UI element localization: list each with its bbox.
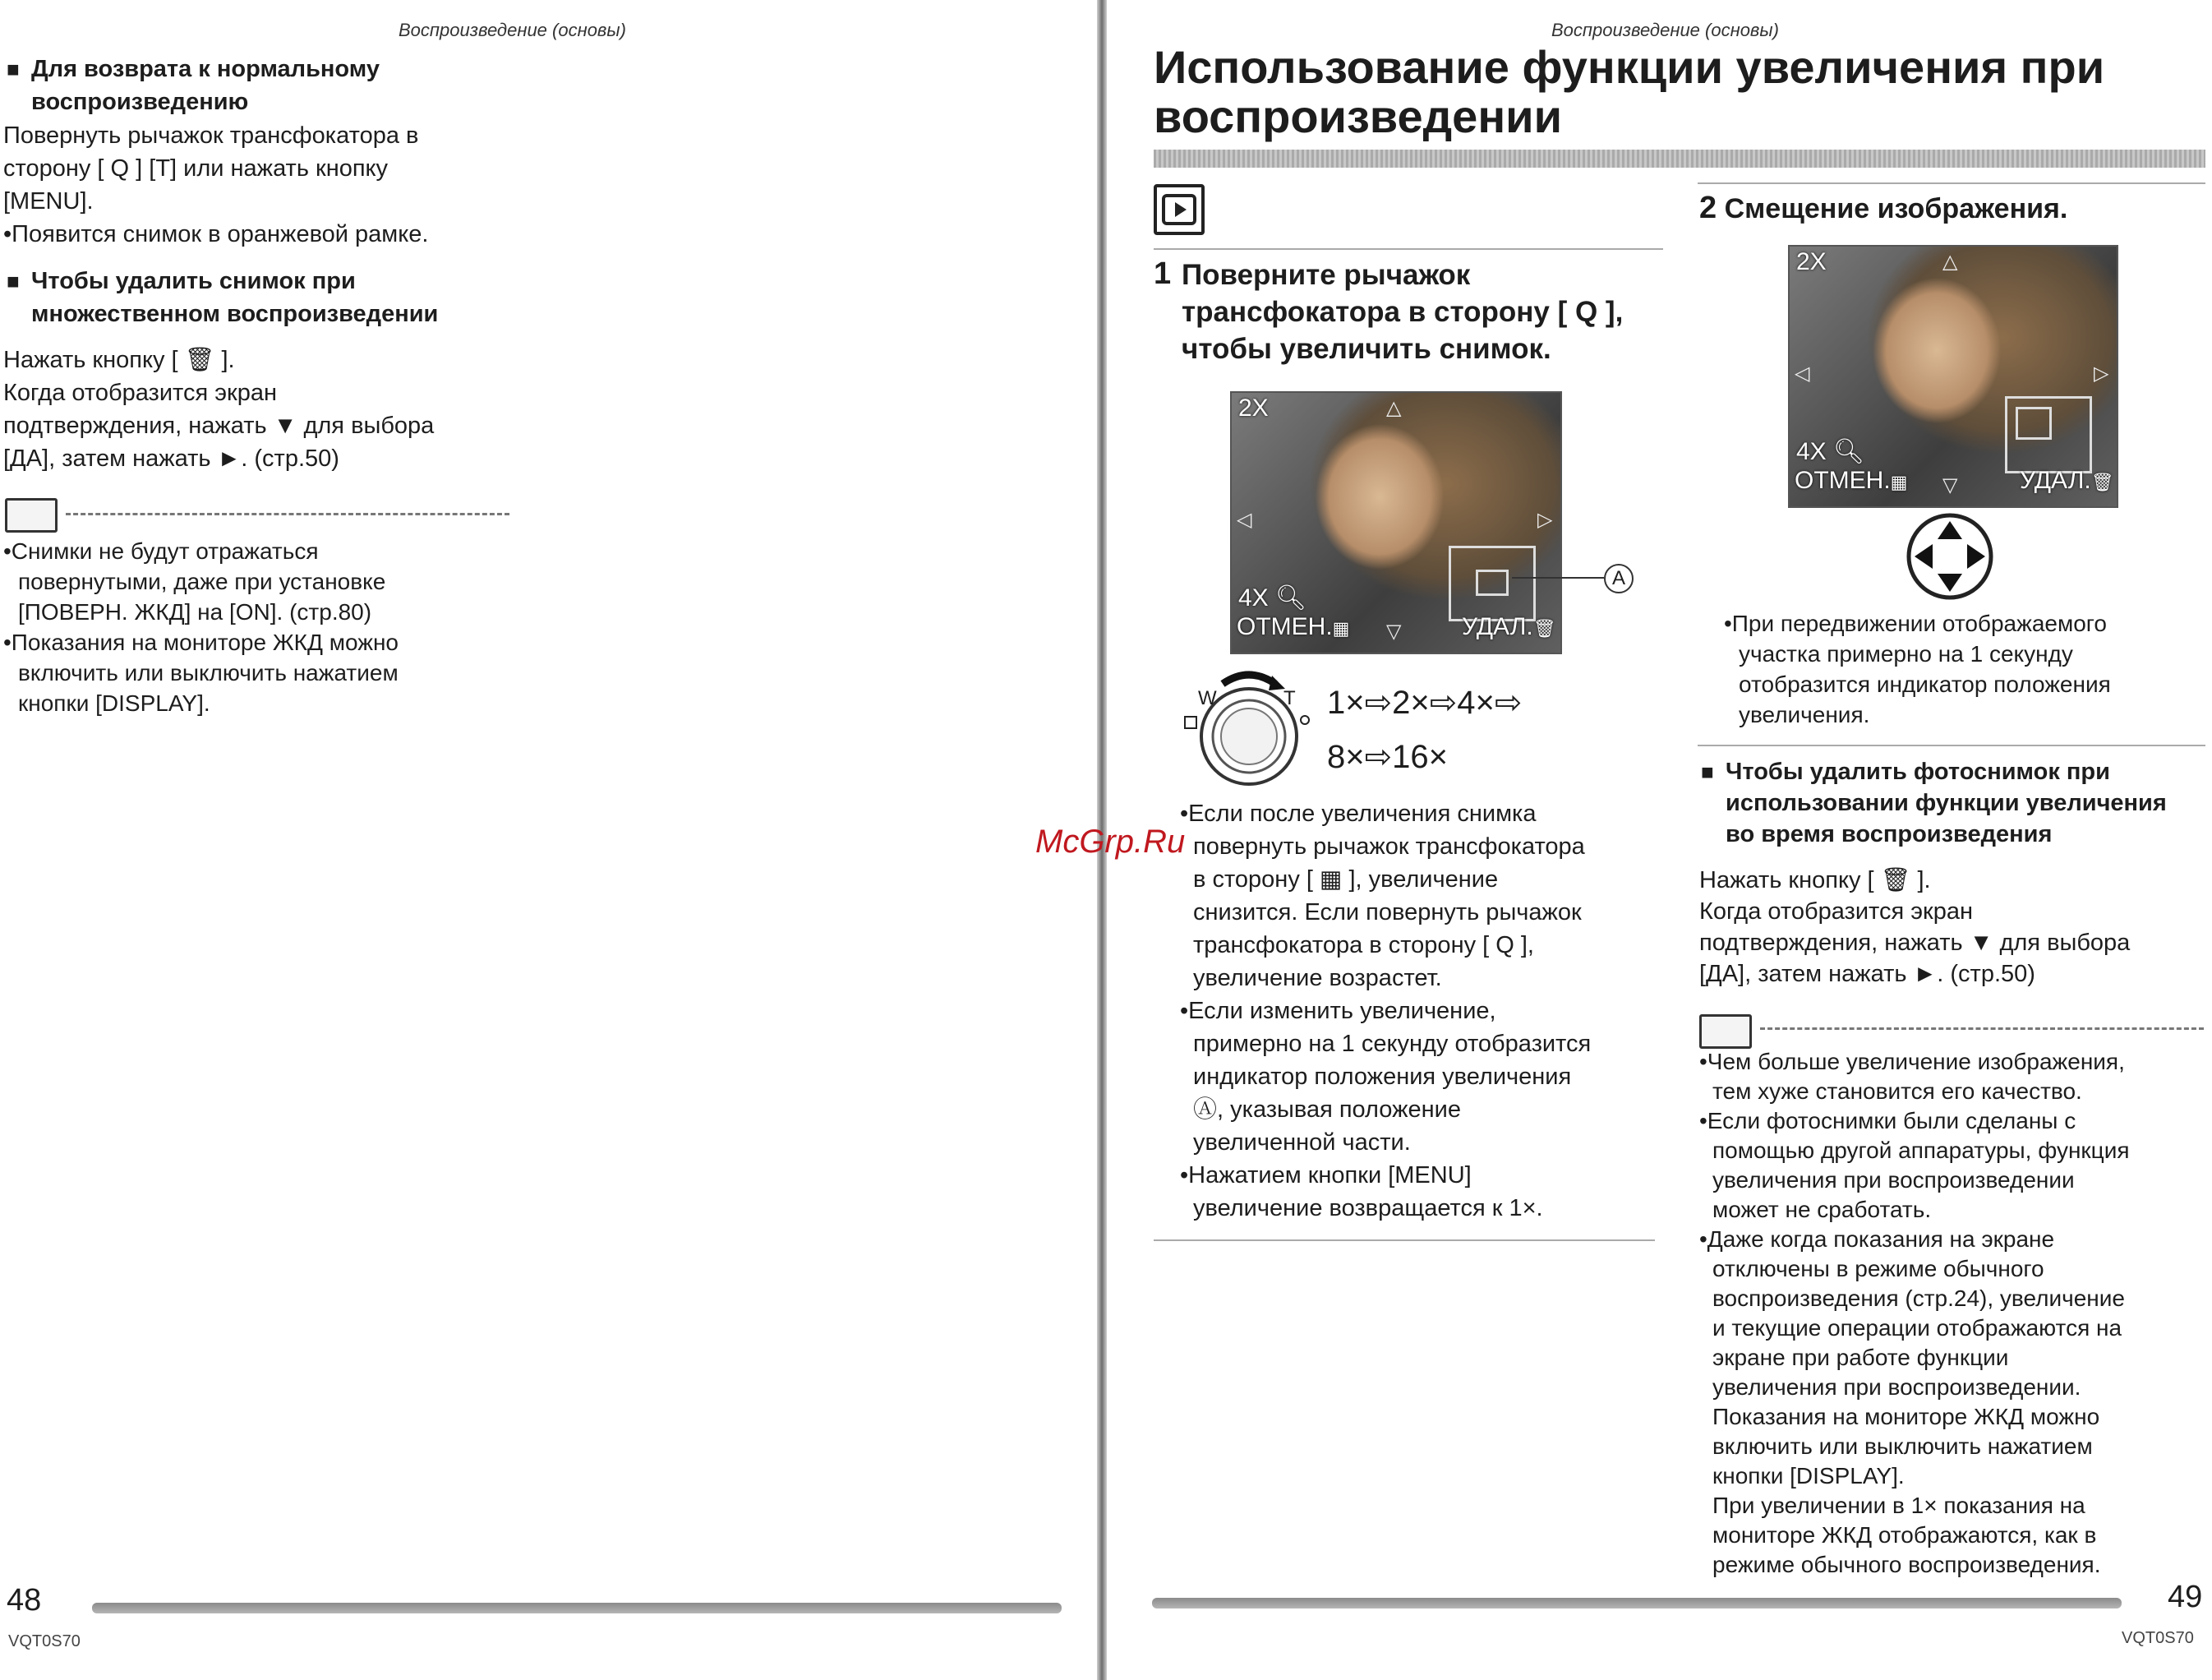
note-line: При увеличении в 1× показания на xyxy=(1712,1493,2085,1518)
title-underline xyxy=(1154,150,2205,168)
zoom-level-top: 2X xyxy=(1238,395,1269,422)
lever-t-label: T xyxy=(1283,687,1296,709)
step2-bullet xyxy=(1724,608,2111,730)
playback-mode-icon xyxy=(1154,184,1205,235)
thumbnail-icon: ▦ xyxy=(1890,472,1908,492)
text-line: подтверждения, нажать ▼ для выбора xyxy=(3,413,435,439)
lever-w-label: W xyxy=(1198,687,1217,709)
step1-text xyxy=(1182,256,1623,367)
memo-icon xyxy=(1699,1014,1752,1049)
note-line: помощью другой аппаратуры, функция xyxy=(1712,1138,2130,1163)
bullet-line: •Нажатием кнопки [MENU] xyxy=(1180,1162,1472,1188)
text-line: [ДА], затем нажать ►. (стр.50) xyxy=(1699,961,2035,987)
notes-right xyxy=(1699,1047,2130,1580)
arrow-down-indicator: ▽ xyxy=(1386,621,1402,643)
arrow-up-indicator: △ xyxy=(1942,251,1958,273)
four-way-controller-icon xyxy=(1905,511,1995,602)
note-line: включить или выключить нажатием xyxy=(1712,1433,2093,1459)
text-line: Нажать кнопку [ 🗑 ]. xyxy=(1699,867,1931,893)
note-line: •Если фотоснимки были сделаны с xyxy=(1699,1108,2076,1133)
notes-left xyxy=(3,536,399,718)
zoom-level-top: 2X xyxy=(1796,248,1827,275)
section-title-delete xyxy=(31,265,438,330)
zoom-sequence-line: 8×⇨16× xyxy=(1327,739,1448,775)
step2-number: 2 xyxy=(1699,191,1717,225)
section-title-zoom-delete xyxy=(1726,756,2167,850)
title-line: воспроизведению xyxy=(31,89,249,115)
trash-icon: 🗑 xyxy=(1532,618,1556,639)
lcd-screen-shift xyxy=(1788,245,2118,508)
zoom-position-indicator xyxy=(1449,546,1536,621)
zoom-lever-diagram xyxy=(1183,666,1315,789)
magnifier-icon: 🔍︎ xyxy=(1275,584,1307,612)
note-line: может не сработать. xyxy=(1712,1197,1932,1222)
note-line: тем хуже становится его качество. xyxy=(1712,1078,2082,1104)
title-line: ■ Чтобы удалить снимок при xyxy=(31,268,356,294)
running-head-left: Воспроизведение (основы) xyxy=(399,20,626,40)
bullet-line: индикатор положения увеличения xyxy=(1193,1064,1572,1090)
title-line: во время воспроизведения xyxy=(1726,821,2053,847)
step1-number: 1 xyxy=(1154,256,1172,291)
watermark: McGrp.Ru xyxy=(1035,824,1186,860)
dashed-divider xyxy=(66,513,509,515)
section-title-return xyxy=(31,53,380,118)
bullet-line: Ⓐ, указывая положение xyxy=(1193,1096,1461,1123)
note-line: мониторе ЖКД отображаются, как в xyxy=(1712,1522,2097,1548)
zoom-position-indicator xyxy=(2005,396,2092,473)
bullet-line: увеличение возрастет. xyxy=(1193,965,1442,991)
note-line: увеличения при воспроизведении. xyxy=(1712,1374,2081,1400)
note-line: воспроизведения (стр.24), увеличение xyxy=(1712,1285,2125,1311)
arrow-left-indicator: ◁ xyxy=(1795,362,1810,385)
footer-bar-left xyxy=(92,1603,1062,1613)
bullet-line: в сторону [ ▦ ], увеличение xyxy=(1193,866,1499,893)
bullet-line: •Если изменить увеличение, xyxy=(1180,998,1496,1024)
trash-icon: 🗑 xyxy=(2090,472,2114,492)
note-line: отключены в режиме обычного xyxy=(1712,1256,2044,1281)
section-body-delete xyxy=(3,344,434,475)
delete-label: УДАЛ.🗑 xyxy=(2020,467,2114,494)
step1-bottom-rule xyxy=(1154,1239,1655,1241)
arrow-left-indicator: ◁ xyxy=(1237,509,1252,531)
text-line: Когда отобразится экран xyxy=(1699,898,1973,925)
callout-a: A xyxy=(1604,564,1634,593)
text-line: сторону [ Q ] [T] или нажать кнопку xyxy=(3,155,389,182)
arrow-right-indicator: ▷ xyxy=(2094,362,2109,385)
title-line: использовании функции увеличения xyxy=(1726,790,2167,816)
column-top-rule xyxy=(1698,182,2205,184)
step2-heading xyxy=(1699,191,2067,226)
note-line: кнопки [DISPLAY]. xyxy=(18,690,210,716)
note-line: •Снимки не будут отражаться xyxy=(3,538,319,564)
text-line: Когда отобразится экран xyxy=(3,380,277,406)
bullet-line: увеличение возвращается к 1×. xyxy=(1193,1195,1543,1221)
section-body-zoom-delete xyxy=(1699,865,2130,990)
page-number-right: 49 xyxy=(2168,1580,2203,1614)
note-line: и текущие операции отображаются на xyxy=(1712,1315,2122,1341)
page-number-left: 48 xyxy=(7,1583,42,1618)
note-line: повернутыми, даже при установке xyxy=(18,569,386,594)
step1-bullets xyxy=(1180,797,1591,1225)
step-line: Поверните рычажок xyxy=(1182,259,1471,291)
arrow-up-indicator: △ xyxy=(1386,397,1402,419)
note-line: включить или выключить нажатием xyxy=(18,660,399,685)
text-line: подтверждения, нажать ▼ для выбора xyxy=(1699,930,2131,956)
cancel-label: ОТМЕН.▦ xyxy=(1795,467,1908,494)
text-line: [ДА], затем нажать ►. (стр.50) xyxy=(3,445,339,472)
text-line: [MENU]. xyxy=(3,188,94,215)
footer-bar-right xyxy=(1152,1598,2122,1608)
page-title xyxy=(1154,43,2104,141)
running-head-right: Воспроизведение (основы) xyxy=(1551,20,1779,40)
bullet-line: увеличенной части. xyxy=(1193,1129,1411,1156)
thumbnail-icon: ▦ xyxy=(1332,618,1350,639)
note-line: режиме обычного воспроизведения. xyxy=(1712,1552,2101,1577)
delete-label: УДАЛ.🗑 xyxy=(1462,613,1556,640)
step-line: чтобы увеличить снимок. xyxy=(1182,333,1551,365)
model-code-right: VQT0S70 xyxy=(2122,1629,2194,1647)
zoom-sequence-line: 1×⇨2×⇨4×⇨ xyxy=(1327,685,1523,721)
text-line: •Появится снимок в оранжевой рамке. xyxy=(3,221,429,247)
bullet-line: трансфокатора в сторону [ Q ], xyxy=(1193,932,1534,958)
note-line: Показания на мониторе ЖКД можно xyxy=(1712,1404,2100,1429)
dashed-divider xyxy=(1760,1027,2204,1030)
note-line: кнопки [DISPLAY]. xyxy=(1712,1463,1905,1488)
arrow-right-indicator: ▷ xyxy=(1537,509,1553,531)
note-line: увеличения при воспроизведении xyxy=(1712,1167,2075,1193)
text-line: Повернуть рычажок трансфокатора в xyxy=(3,122,419,149)
callout-line xyxy=(1512,577,1604,579)
bullet-line: повернуть рычажок трансфокатора xyxy=(1193,833,1585,860)
bullet-line: снизится. Если повернуть рычажок xyxy=(1193,899,1582,925)
title-line: ■ Для возврата к нормальному xyxy=(31,56,380,82)
magnifier-icon: 🔍︎ xyxy=(1833,438,1865,465)
step1-rule xyxy=(1154,248,1663,250)
step2-text: Смещение изображения. xyxy=(1724,193,2068,224)
step-line: трансфокатора в сторону [ Q ], xyxy=(1182,296,1624,328)
arrow-down-indicator: ▽ xyxy=(1942,474,1958,496)
bullet-line: •При передвижении отображаемого xyxy=(1724,611,2107,636)
zoom-level-bottom: 4X 🔍︎ xyxy=(1796,438,1865,465)
memo-icon xyxy=(5,498,58,533)
note-line: •Чем больше увеличение изображения, xyxy=(1699,1049,2125,1074)
note-line: •Показания на мониторе ЖКД можно xyxy=(3,630,399,655)
bullet-line: участка примерно на 1 секунду xyxy=(1739,641,2073,667)
zoom-level-bottom: 4X 🔍︎ xyxy=(1238,584,1307,612)
text-line: Нажать кнопку [ 🗑 ]. xyxy=(3,347,235,373)
step2-bottom-rule xyxy=(1698,745,2205,746)
model-code-left: VQT0S70 xyxy=(8,1632,81,1650)
title-line: воспроизведении xyxy=(1154,90,1562,142)
bullet-line: примерно на 1 секунду отобразится xyxy=(1193,1031,1592,1057)
title-line: ■ Чтобы удалить фотоснимок при xyxy=(1726,759,2110,785)
bullet-line: увеличения. xyxy=(1739,702,1870,727)
bullet-line: •Если после увеличения снимка xyxy=(1180,801,1537,827)
bullet-line: отобразится индикатор положения xyxy=(1739,672,2111,697)
note-line: [ПОВЕРН. ЖКД] на [ON]. (стр.80) xyxy=(18,599,372,625)
note-line: •Даже когда показания на экране xyxy=(1699,1226,2055,1252)
cancel-label: ОТМЕН.▦ xyxy=(1237,613,1350,640)
note-line: экране при работе функции xyxy=(1712,1345,2009,1370)
title-line: Использование функции увеличения при xyxy=(1154,41,2105,93)
zoom-sequence xyxy=(1327,676,1522,784)
lcd-screen-zoom xyxy=(1230,391,1562,654)
title-line: множественном воспроизведении xyxy=(31,301,439,327)
section-body-return xyxy=(3,119,428,251)
